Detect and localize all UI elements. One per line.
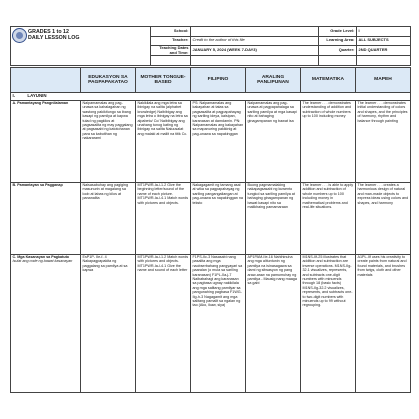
header-spacer bbox=[191, 56, 319, 66]
quarter-label: Quarter: bbox=[319, 46, 357, 56]
table-cell: PS: Naipamamalas ang kakayahan at tatas sa pagsasalita at pagpapahayag ng sariling ideya, kaisipan, karanasan at damdamin. PN: Naipamamalas ang kakayahan sa mapanuring pakikinig at pag-unawa sa napakinggan bbox=[191, 101, 246, 183]
row-label-text: B. Pamantayan sa Pagganap bbox=[12, 183, 63, 187]
column-header: MATEMATIKA bbox=[301, 68, 356, 93]
table-cell: The learner . . . demonstrates understanding of addition and subtraction of whole numbers up to 100 including money bbox=[301, 101, 356, 183]
dates-label: Teaching Dates and Time: bbox=[151, 46, 191, 56]
table-cell: M1NS-IIf-25 illustrates that addition and subtraction are inverse operations. M1NS-IIg-32.1 visualizes, represents, and subtracts one-digit numbers with minuends through 18 (basic facts) M1NS-IIg-32.2 visualizes, represents, and subtracts one- to two-digit numbers with minuends up to 99 without regrouping. bbox=[301, 255, 356, 393]
grade-label: Grade Level: bbox=[319, 27, 357, 37]
column-header: ARALING PANLIPUNAN bbox=[246, 68, 301, 93]
section-number: I. bbox=[12, 93, 15, 99]
row-label-subtext: Isulat ang code ng bawat kasanayan bbox=[12, 259, 73, 264]
table-cell: Nakikilala ang mga letra sa ibinigay na salita (alphabet knowledge) Naibibigay ang mga letra o ibinigay na letra sa alpabeto/ Cc/ Naibibigay ang unahang tunog kating ng ibinigay na salita Naiuusalat ang malaki at maliit na titik Cc. bbox=[136, 101, 191, 183]
grade-value: I bbox=[357, 27, 411, 37]
table-cell: Naipamamalas ang pag-unawa sa kahalagahan ng wastong pakikitungo sa ibang kasapi ng pamilya at kapwa tulad ng pagkilos at pagsasalita ng may paggalang at pagsasabi ng katotohanan para sa kabutihan ng nakararami bbox=[81, 101, 136, 183]
header-spacer bbox=[151, 56, 191, 66]
teacher-value: Credit to the author of this file bbox=[191, 36, 319, 46]
table-cell: AP1PAM-IIe-16 Nahihinuha ang mga alituntunin ng pamilya na isinasagawa sa dami ng sitwasyon ng pang araw-araw na pamumuhay ng pamilya - Mausig nang maaga sa gabi bbox=[246, 255, 301, 393]
row-label-text: C. Mga Kasanayan sa Pagkatuto bbox=[12, 255, 70, 259]
area-label: Learning Area: bbox=[319, 36, 357, 46]
column-header: FILIPINO bbox=[191, 68, 246, 93]
row-label-text: A. Pamantayang Pangnilalaman bbox=[12, 101, 69, 105]
quarter-value: 2ND QUARTER bbox=[357, 46, 411, 56]
log-title-dll: DAILY LESSON LOG bbox=[28, 35, 80, 41]
table-row bbox=[11, 183, 411, 255]
table-cell: Naipamamalas ang pag-unawa at pagpapahalaga sa sariling pamilya at mga kasapi nito at bahaging ginagampanan ng bawat isa bbox=[246, 101, 301, 183]
header-branding bbox=[10, 26, 150, 64]
table-cell: The learner . . . is able to apply addition and subtraction of whole numbers up to 100 including money in mathematical problems and real-life situations. bbox=[301, 183, 356, 255]
table-cell: Naisasabuhay ang pagiging masunurin at magalang sa loob at labas ng kilos at pananalita bbox=[81, 183, 136, 255]
table-row bbox=[11, 255, 411, 393]
table-cell: F1PS-IIc-3 Nasasabi nang pasalita ang mga naobserbahang pangyayari sa paaralan (o mula sa sariling karanasan) F1PL-0a-j-7 Naibabahagi ang karanasan sa pagbasa ugnay nakikilala ang mga salitang pamilyar sa pangunahing pagbasa F1WG-IIg-h-3 Nagagamit ang mga salitang pamalit sa ngalan ng tao (Ako, ikaw, siya) bbox=[191, 255, 246, 393]
section-label: LAYUNIN bbox=[27, 93, 47, 99]
row-label bbox=[11, 101, 81, 183]
teacher-label: Teacher: bbox=[151, 36, 191, 46]
table-cell: MT1PWR-Ia-i-1.2 Match words with pictures and objects. MT1PWR-Ia-i-4.1 Give the name and sound of each letter bbox=[136, 255, 191, 393]
section-row bbox=[11, 93, 411, 101]
log-title-grades: GRADES 1 to 12 bbox=[28, 29, 69, 35]
school-label: School: bbox=[151, 27, 191, 37]
corner-cell bbox=[11, 68, 81, 93]
row-label bbox=[11, 183, 81, 255]
column-header: MAPEH bbox=[356, 68, 411, 93]
table-cell: Buong pagmamalaking nakapagsasabi ng kuwento tungkol sa sariling pamilya at bahaging ginagampanan ng bawat kasapi nito sa malikhaing pamamaraan bbox=[246, 183, 301, 255]
table-row bbox=[11, 101, 411, 183]
school-value bbox=[191, 27, 319, 37]
table-cell: Nakagagamit ng tamang asal at wika sa pagpapahayag ng sariling pangangailangan at pag-unawa sa napakinggan na teksto bbox=[191, 183, 246, 255]
deped-seal-icon bbox=[12, 28, 27, 43]
header-spacer bbox=[319, 56, 357, 66]
section-heading bbox=[11, 93, 411, 101]
header-spacer bbox=[357, 56, 411, 66]
column-header: MOTHER TONGUE-BASED bbox=[136, 68, 191, 93]
row-label bbox=[11, 255, 81, 393]
column-header: EDUKASYON SA PAGPAPAKATAO bbox=[81, 68, 136, 93]
area-value: ALL SUBJECTS bbox=[357, 36, 411, 46]
table-cell: EsP1P- IIe-f- 4 Nakapagpapakita ng paggalang sa pamilya at sa kapwa bbox=[81, 255, 136, 393]
subject-header-row bbox=[11, 68, 411, 93]
table-cell: The learner . . . demonstrates initial understanding of colors and shapes, and the principles of harmony, rhythm and balance through painting bbox=[356, 101, 411, 183]
lesson-grid bbox=[10, 67, 411, 393]
dates-value: JANUARY 5, 2024 (WEEK 7-DAY3) bbox=[191, 46, 319, 56]
table-cell: The learner . . . creates a harmonious design of natural and man-made objects to express ideas using colors and shapes, and harmony bbox=[356, 183, 411, 255]
table-cell: A1PL-IIf uses his creativity to create paints from natural and found materials, and brushes from twigs, cloth and other materials bbox=[356, 255, 411, 393]
table-cell: MT1PWR-Ia-i-1.2 Give the beginning letter/sound of the name of each picture. MT1PWR-Ia-i-4.1 Match words with pictures and objects. bbox=[136, 183, 191, 255]
